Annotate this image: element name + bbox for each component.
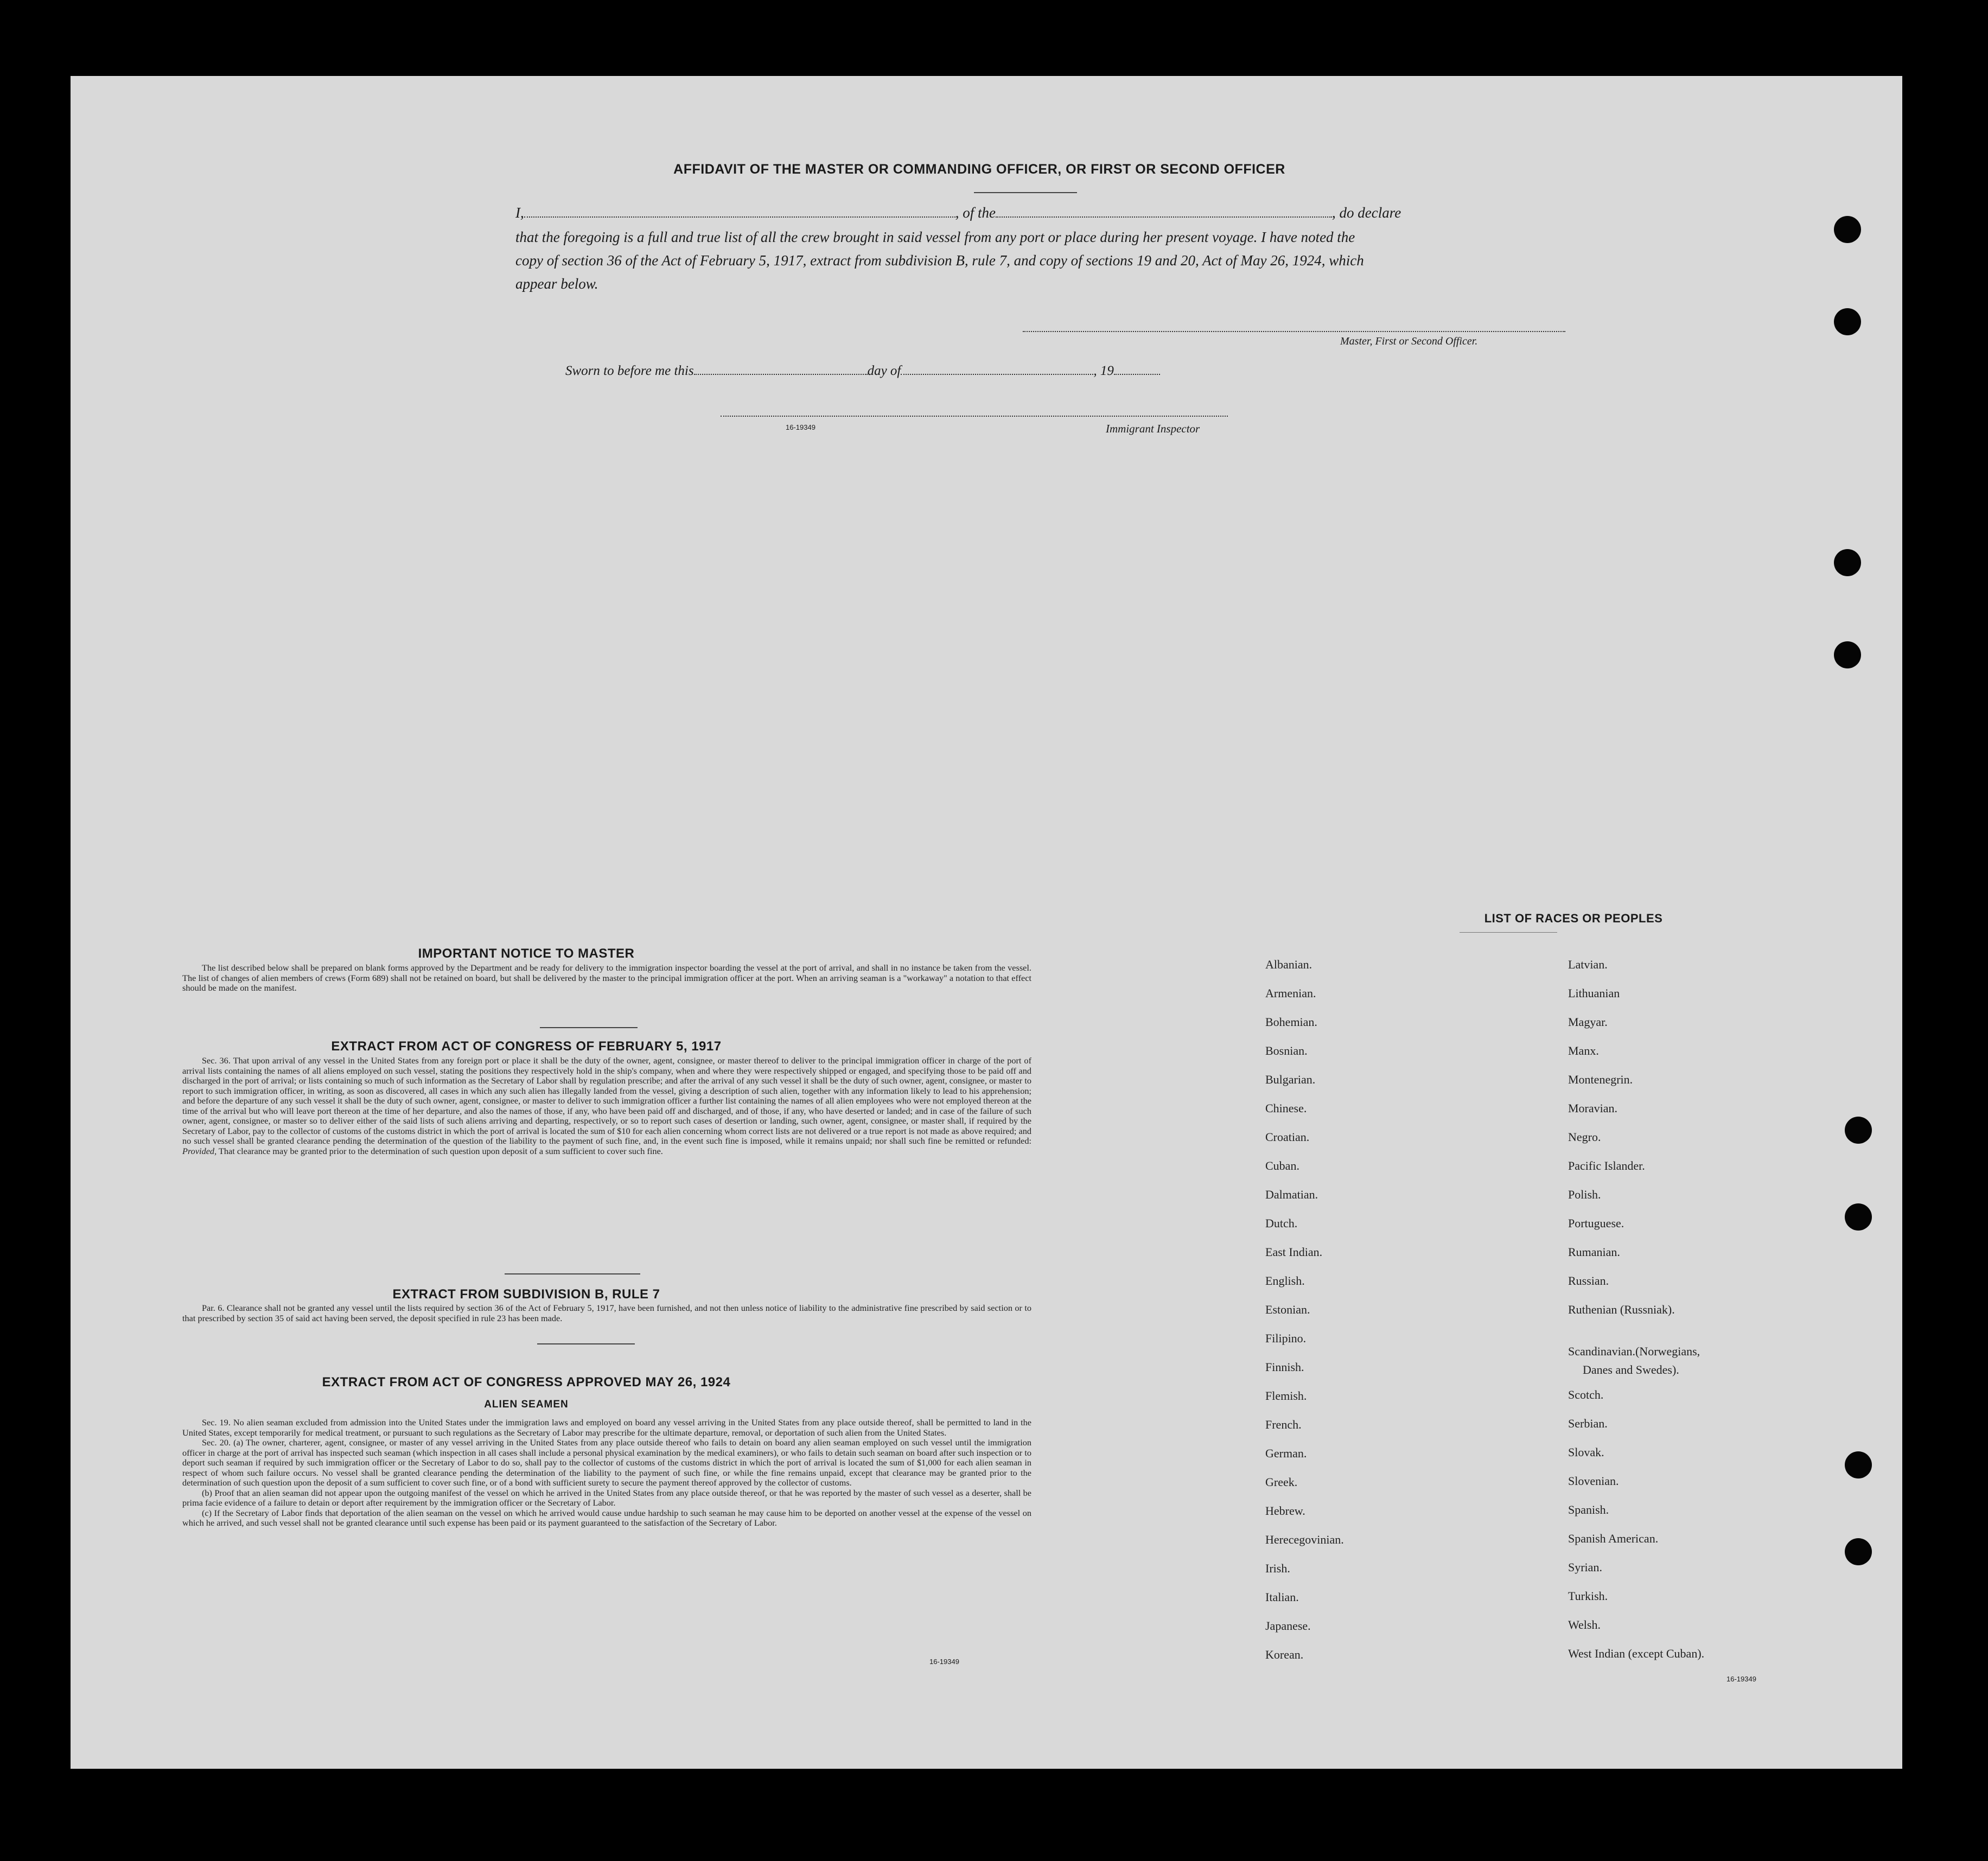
- race-right-item: Montenegrin.: [1568, 1073, 1633, 1086]
- divider-1: [540, 1027, 638, 1028]
- race-right-item: Rumanian.: [1568, 1245, 1620, 1259]
- race-left-item: Greek.: [1265, 1475, 1298, 1489]
- race-left-item: Croatian.: [1265, 1130, 1310, 1144]
- title-divider: [974, 192, 1077, 193]
- race-right-item: Spanish.: [1568, 1503, 1609, 1516]
- extract-1917-title: EXTRACT FROM ACT OF CONGRESS OF FEBRUARY 5, 1917: [331, 1039, 722, 1054]
- race-left-item: Dutch.: [1265, 1216, 1298, 1230]
- sworn-text: Sworn to before me this: [565, 364, 694, 378]
- race-left-item: Hebrew.: [1265, 1504, 1305, 1518]
- race-left-item: Armenian.: [1265, 986, 1316, 1000]
- name-blank[interactable]: [524, 216, 955, 218]
- form-number-left: 16-19349: [929, 1658, 959, 1666]
- section-36-text: Sec. 36. That upon arrival of any vessel in the United States from any foreign port or place it shall be the duty of the owner, agent, consignee, or master thereof to deliver to the principal immigration officer in charge of the port of arrival lists containing the names of all aliens employed on such vessel, stating the positions they respectively hold in the ship's company, when and where they were respectively shipped or engaged, and specifying those to be paid off and discharged in the port of arrival; or lists containing so much of such information as the Secretary of Labor shall by regulation prescribe; and after the arrival of any such vessel it shall be the duty of such owner, agent, consignee, or master to report to such immigration officer, in writing, as soon as discovered, all cases in which any such alien has illegally landed from the vessel, giving a description of such alien, together with any information likely to lead to his apprehension; and before the departure of any such vessel it shall be the duty of such owner, agent, consignee, or master to deliver to such immigration officer a further list containing the names of all alien employees who were not employed thereon at the time of the arrival but who will leave port thereon at the time of her departure, and also the names of those, if any, who have been paid off and discharged, and of those, if any, who have deserted or landed; and in case of the failure of such owner, agent, consignee, or master so to deliver either of the said lists of such aliens arriving and departing, respectively, or so to report such cases of desertion or landing, such owner, agent, consignee, or master shall, if required by the Secretary of Labor, pay to the collector of customs of the customs district in which the port of arrival is located the sum of $10 for each alien concerning whom correct lists are not delivered or a true report is not made as above required; and no such vessel shall be granted clearance pending the determination of the question of the liability to the payment of such fine, and, in the event such fine is imposed, while it remains unpaid; nor shall such fine be remitted or refunded:: [182, 1055, 1031, 1146]
- section-20c-paragraph: (c) If the Secretary of Labor finds that deportation of the alien seaman on the vessel on which he arrived would cause undue hardship to such seaman he may cause him to be deported on another vessel at the expense of the vessel on which he arrived, and such vessel shall not be granted clearance until such expense has been paid or its payment guaranteed to the satisfaction of the Secretary of Labor.: [182, 1507, 1031, 1528]
- race-right-item: Polish.: [1568, 1188, 1601, 1201]
- section-36-end: That clearance may be granted prior to the determination of such question upon deposit of a sum sufficient to cover such fine.: [218, 1145, 663, 1156]
- race-right-item: Spanish American.: [1568, 1532, 1659, 1545]
- race-left-item: Cuban.: [1265, 1159, 1299, 1172]
- punch-hole: [1834, 308, 1861, 335]
- vessel-blank[interactable]: [996, 216, 1332, 218]
- race-right-item: Turkish.: [1568, 1589, 1608, 1603]
- punch-hole: [1845, 1451, 1872, 1478]
- sworn-line: [565, 364, 1433, 379]
- rule-7-text: [182, 1303, 1031, 1323]
- race-left-item: Dalmatian.: [1265, 1188, 1318, 1201]
- sworn-day-blank[interactable]: [694, 374, 868, 375]
- section-19-paragraph: Sec. 19. No alien seaman excluded from admission into the United States under the immigration laws and employed on board any vessel arriving in the United States from any place outside thereof, shall be permitted to land in the United States, except temporarily for medical treatment, or pursuant to such regulations as the Secretary of Labor may prescribe for the ultimate departure, removal, or deportation of such alien from the United States.: [182, 1417, 1031, 1438]
- race-right-item: Scandinavian.(Norwegians,: [1568, 1344, 1700, 1358]
- races-title: LIST OF RACES OR PEOPLES: [1484, 912, 1663, 925]
- inspector-label: Immigrant Inspector: [1106, 422, 1200, 435]
- punch-hole: [1845, 1203, 1872, 1231]
- sworn-month-blank[interactable]: [901, 374, 1093, 375]
- race-right-item: Pacific Islander.: [1568, 1159, 1645, 1172]
- section-20b-paragraph: (b) Proof that an alien seaman did not appear upon the outgoing manifest of the vessel on which he arrived in the United States from any place outside thereof, or that he was reported by the master of such vessel as a deserter, shall be prima facie evidence of a failure to detain or deport after requirement by the immigration officer or the Secretary of Labor.: [182, 1487, 1031, 1508]
- race-right-item: Negro.: [1568, 1130, 1601, 1144]
- race-left-item: Estonian.: [1265, 1303, 1310, 1316]
- punch-hole: [1834, 549, 1861, 576]
- sworn-year-blank[interactable]: [1114, 374, 1160, 375]
- notice-text: [182, 963, 1031, 993]
- race-right-item: Moravian.: [1568, 1101, 1618, 1115]
- race-right-item: Latvian.: [1568, 958, 1608, 971]
- race-right-item: Serbian.: [1568, 1417, 1608, 1430]
- race-right-item: Magyar.: [1568, 1015, 1608, 1029]
- punch-hole: [1834, 216, 1861, 243]
- race-right-item: Portuguese.: [1568, 1216, 1624, 1230]
- race-right-item: Lithuanian: [1568, 986, 1620, 1000]
- punch-hole: [1834, 641, 1861, 668]
- notice-paragraph: The list described below shall be prepared on blank forms approved by the Department and be ready for delivery to the immigration inspector boarding the vessel at the port of arrival, and shall in no instance be taken from the vessel. The list of changes of alien members of crews (Form 689) shall not be retained on board, but shall be delivered by the master to the principal immigration officer at the port. When an arriving seaman is a "workaway" a notation to that effect should be made on the manifest.: [182, 963, 1031, 993]
- declaration-of-the: , of the: [955, 205, 996, 221]
- race-left-item: English.: [1265, 1274, 1305, 1288]
- race-right-item: Scotch.: [1568, 1388, 1604, 1401]
- race-left-item: Chinese.: [1265, 1101, 1307, 1115]
- section-36-paragraph: [182, 1056, 1031, 1156]
- race-right-item: Ruthenian (Russniak).: [1568, 1303, 1675, 1316]
- extract-1924-title: EXTRACT FROM ACT OF CONGRESS APPROVED MAY 26, 1924: [322, 1375, 731, 1390]
- race-right-item: Welsh.: [1568, 1618, 1601, 1631]
- race-left-item: Albanian.: [1265, 958, 1312, 971]
- race-left-item: Korean.: [1265, 1648, 1304, 1661]
- race-left-item: Flemish.: [1265, 1389, 1307, 1403]
- race-right-item: Manx.: [1568, 1044, 1599, 1057]
- declaration-line: [515, 205, 1401, 221]
- rule-7-title: EXTRACT FROM SUBDIVISION B, RULE 7: [392, 1287, 660, 1302]
- race-left-item: Filipino.: [1265, 1331, 1307, 1345]
- master-label: Master, First or Second Officer.: [1340, 335, 1478, 347]
- punch-hole: [1845, 1538, 1872, 1565]
- alien-seamen-subtitle: ALIEN SEAMEN: [484, 1399, 569, 1410]
- divider-3: [537, 1343, 635, 1344]
- form-number-top: 16-19349: [786, 423, 815, 431]
- race-left-item: East Indian.: [1265, 1245, 1323, 1259]
- sworn-year: , 19: [1093, 364, 1114, 378]
- extract-1917-text: [182, 1056, 1031, 1156]
- punch-hole: [1845, 1117, 1872, 1144]
- proviso-word: Provided,: [182, 1145, 217, 1156]
- notice-title: IMPORTANT NOTICE TO MASTER: [418, 946, 635, 961]
- race-scandinavian-cont: Danes and Swedes).: [1583, 1363, 1679, 1376]
- race-left-item: French.: [1265, 1418, 1302, 1431]
- declaration-do-declare: , do declare: [1332, 205, 1401, 221]
- form-number-right: 16-19349: [1726, 1675, 1756, 1683]
- race-left-item: Bulgarian.: [1265, 1073, 1316, 1086]
- par-6-paragraph: Par. 6. Clearance shall not be granted any vessel until the lists required by section 36 of the Act of February 5, 1917, have been furnished, and not then unless notice of liability to the administrative fine prescribed by said section or to that prescribed by section 35 of said act having been served, the deposit specified in rule 23 has been made.: [182, 1303, 1031, 1323]
- race-left-item: Finnish.: [1265, 1360, 1304, 1374]
- section-20a-paragraph: Sec. 20. (a) The owner, charterer, agent, consignee, or master of any vessel arriving in the United States from any place outside thereof who fails to detain on board any alien seaman employed on such vessel until the immigration officer in charge at the port of arrival has inspected such seaman (which inspection in all cases shall include a personal physical examination by the medical examiners), or who fails to detain such seaman on board after such inspection or to deport such seaman if required by such immigration officer or the Secretary of Labor to do so, shall pay to the collector of customs of the customs district in which the port of arrival is located the sum of $1,000 for each alien seaman in respect of whom such failure occurs. No vessel shall be granted clearance pending the determination of the liability to the payment of such fine, or while the fine remains unpaid, except that clearance may be granted prior to the determination of such question upon the deposit of a sum sufficient to cover such fine, or of a bond with sufficient surety to secure the payment thereof approved by the collector of customs.: [182, 1437, 1031, 1488]
- master-signature-line[interactable]: [1023, 331, 1565, 332]
- race-left-item: Irish.: [1265, 1562, 1290, 1575]
- affidavit-title: AFFIDAVIT OF THE MASTER OR COMMANDING OFFICER, OR FIRST OR SECOND OFFICER: [673, 162, 1285, 177]
- declaration-paragraph: that the foregoing is a full and true list of all the crew brought in said vessel from any port or place during her present voyage. I have noted the copy of section 36 of the Act of February 5, 1917, extract from subdivision B, rule 7, and copy of sections 19 and 20, Act of May 26, 1924, which appear below.: [515, 229, 1364, 292]
- race-left-item: Bohemian.: [1265, 1015, 1317, 1029]
- extract-1924-text: [182, 1418, 1031, 1528]
- races-divider: [1460, 932, 1557, 933]
- race-left-item: Italian.: [1265, 1590, 1299, 1604]
- race-left-item: Bosnian.: [1265, 1044, 1308, 1057]
- race-right-item: Syrian.: [1568, 1560, 1602, 1574]
- race-right-item: Russian.: [1568, 1274, 1609, 1288]
- race-right-item: Slovenian.: [1568, 1474, 1619, 1488]
- divider-2: [505, 1273, 640, 1274]
- race-right-item: West Indian (except Cuban).: [1568, 1647, 1705, 1660]
- race-left-item: German.: [1265, 1446, 1307, 1460]
- form-page: [71, 76, 1902, 1769]
- race-left-item: Herecegovinian.: [1265, 1533, 1344, 1546]
- race-left-item: Japanese.: [1265, 1619, 1311, 1633]
- sworn-day-of: day of: [867, 364, 901, 378]
- race-right-item: Slovak.: [1568, 1445, 1604, 1459]
- inspector-signature-line[interactable]: [721, 416, 1228, 417]
- declaration-i: I,: [515, 205, 524, 221]
